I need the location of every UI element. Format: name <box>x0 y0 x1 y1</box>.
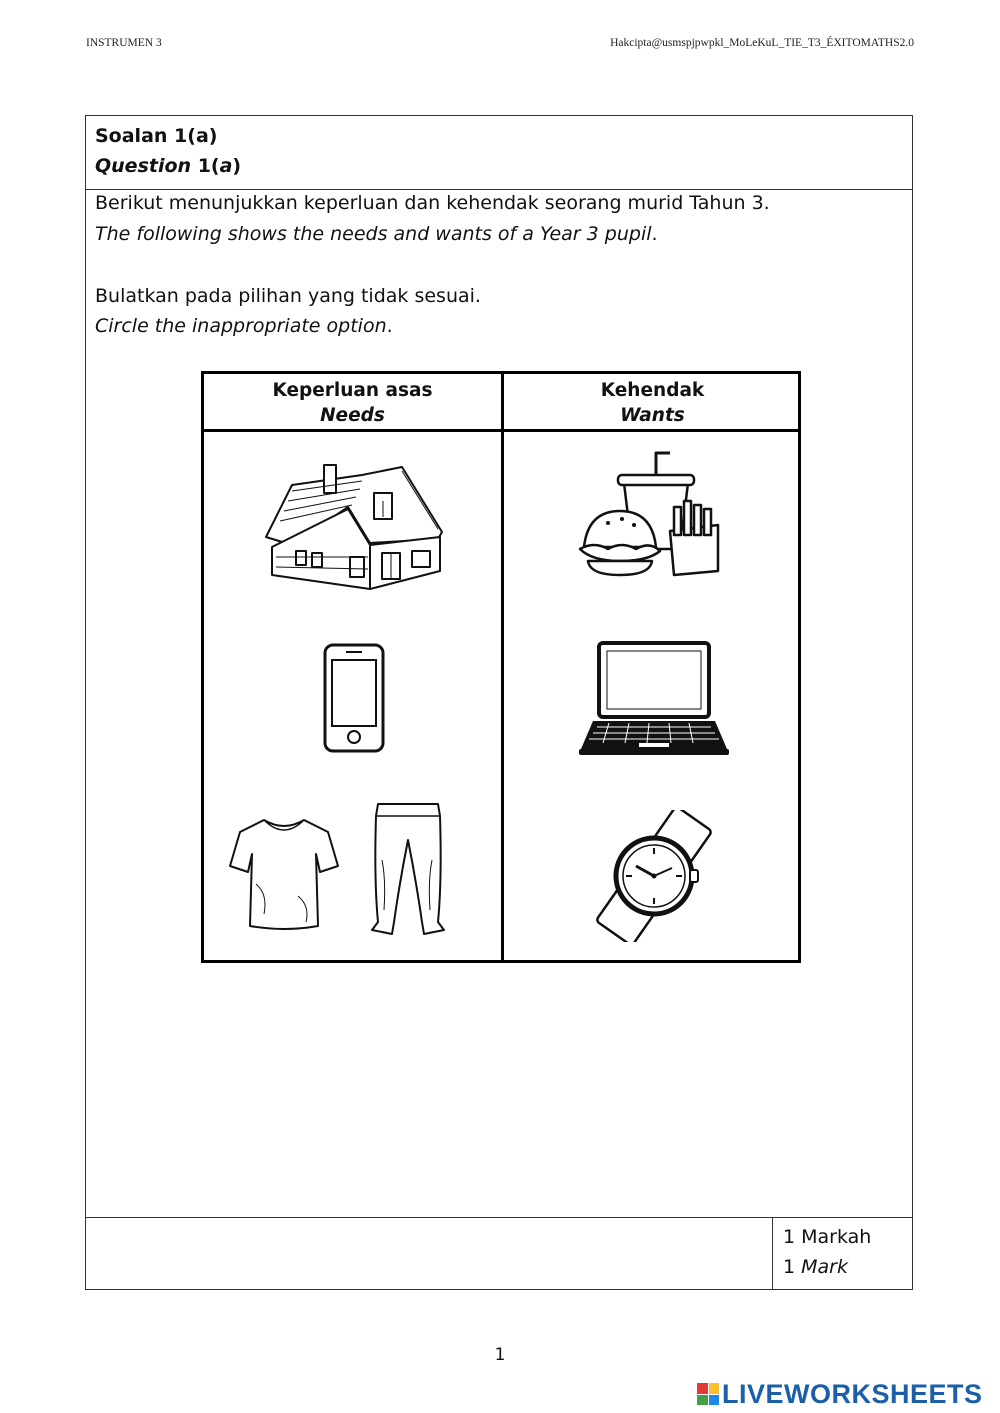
question-header <box>86 116 912 190</box>
header-right: Hakcipta@usmspjpwpkl_MoLeKuL_TIE_T3_ÉXITOMATHS2.0 <box>610 37 914 49</box>
intro-ms: Berikut menunjukkan keperluan dan kehendak seorang murid Tahun 3. <box>95 192 770 214</box>
instruction-ms: Bulatkan pada pilihan yang tidak sesuai. <box>95 285 481 307</box>
header-left: INSTRUMEN 3 <box>86 37 162 49</box>
needs-header: Keperluan asas Needs <box>272 380 433 426</box>
page-number: 1 <box>494 1345 506 1365</box>
question-title-en: Question 1(a) <box>95 155 242 177</box>
needs-wants-table <box>201 371 801 963</box>
fast-food-icon[interactable] <box>578 449 728 581</box>
question-title-ms: Soalan 1(a) <box>95 125 218 147</box>
marks-row <box>86 1217 912 1289</box>
question-box <box>85 115 913 1290</box>
smartphone-icon[interactable] <box>322 642 386 754</box>
house-icon[interactable] <box>252 457 454 592</box>
intro-en: The following shows the needs and wants of a Year 3 pupil. <box>95 223 658 245</box>
tshirt-icon[interactable] <box>228 814 340 934</box>
laptop-icon[interactable] <box>579 639 729 757</box>
brand-name: LIVEWORKSHEETS <box>722 1378 983 1409</box>
liveworksheets-brand[interactable] <box>697 1378 983 1410</box>
trousers-icon[interactable] <box>368 800 448 938</box>
marks-ms: 1 Markah <box>783 1226 872 1248</box>
wants-header: Kehendak Wants <box>600 380 705 426</box>
instruction-en: Circle the inappropriate option. <box>95 315 393 337</box>
marks-en: 1 Mark <box>783 1256 848 1278</box>
liveworksheets-logo-icon <box>697 1383 719 1405</box>
wristwatch-icon[interactable] <box>592 810 716 942</box>
